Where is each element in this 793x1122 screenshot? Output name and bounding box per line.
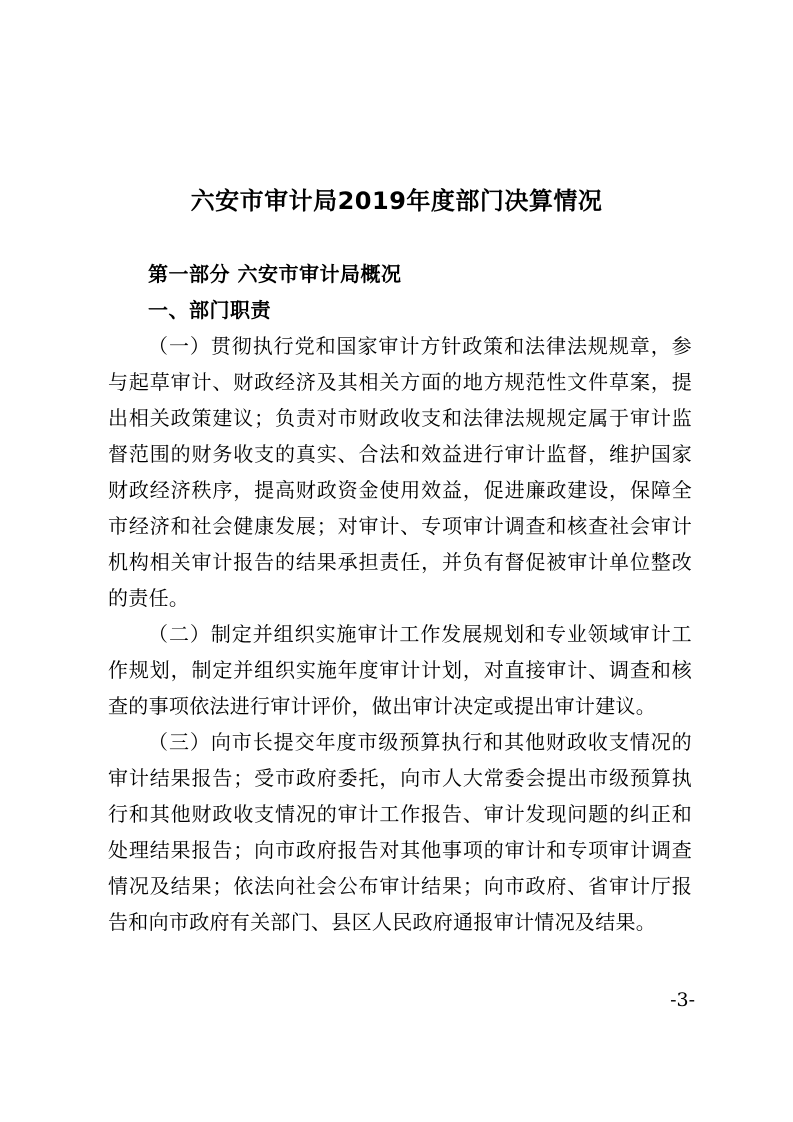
document-body bbox=[108, 256, 692, 940]
paragraph-3: （三）向市长提交年度市级预算执行和其他财政收支情况的审计结果报告；受市政府委托，向市人大常委会提出市级预算执行和其他财政收支情况的审计工作报告、审计发现问题的纠正和处理结果报告；向市政府报告对其他事项的审计和专项审计调查情况及结果；依法向社会公布审计结果；向市政府、省审计厅报告和向市政府有关部门、县区人民政府通报审计情况及结果。 bbox=[108, 730, 692, 934]
part-heading: 第一部分 六安市审计局概况 bbox=[148, 262, 402, 286]
page-number: -3- bbox=[670, 989, 695, 1011]
section-heading: 一、部门职责 bbox=[148, 298, 271, 322]
document-title: 六安市审计局2019年度部门决算情况 bbox=[190, 187, 603, 215]
paragraph-2: （二）制定并组织实施审计工作发展规划和专业领域审计工作规划，制定并组织实施年度审计计划，对直接审计、调查和核查的事项依法进行审计评价，做出审计决定或提出审计建议。 bbox=[108, 622, 692, 718]
paragraph-1: （一）贯彻执行党和国家审计方针政策和法律法规规章，参与起草审计、财政经济及其相关方面的地方规范性文件草案，提出相关政策建议；负责对市财政收支和法律法规规定属于审计监督范围的财务收支的真实、合法和效益进行审计监督，维护国家财政经济秩序，提高财政资金使用效益，促进廉政建设，保障全市经济和社会健康发展；对审计、专项审计调查和核查社会审计机构相关审计报告的结果承担责任，并负有督促被审计单位整改的责任。 bbox=[108, 334, 692, 610]
